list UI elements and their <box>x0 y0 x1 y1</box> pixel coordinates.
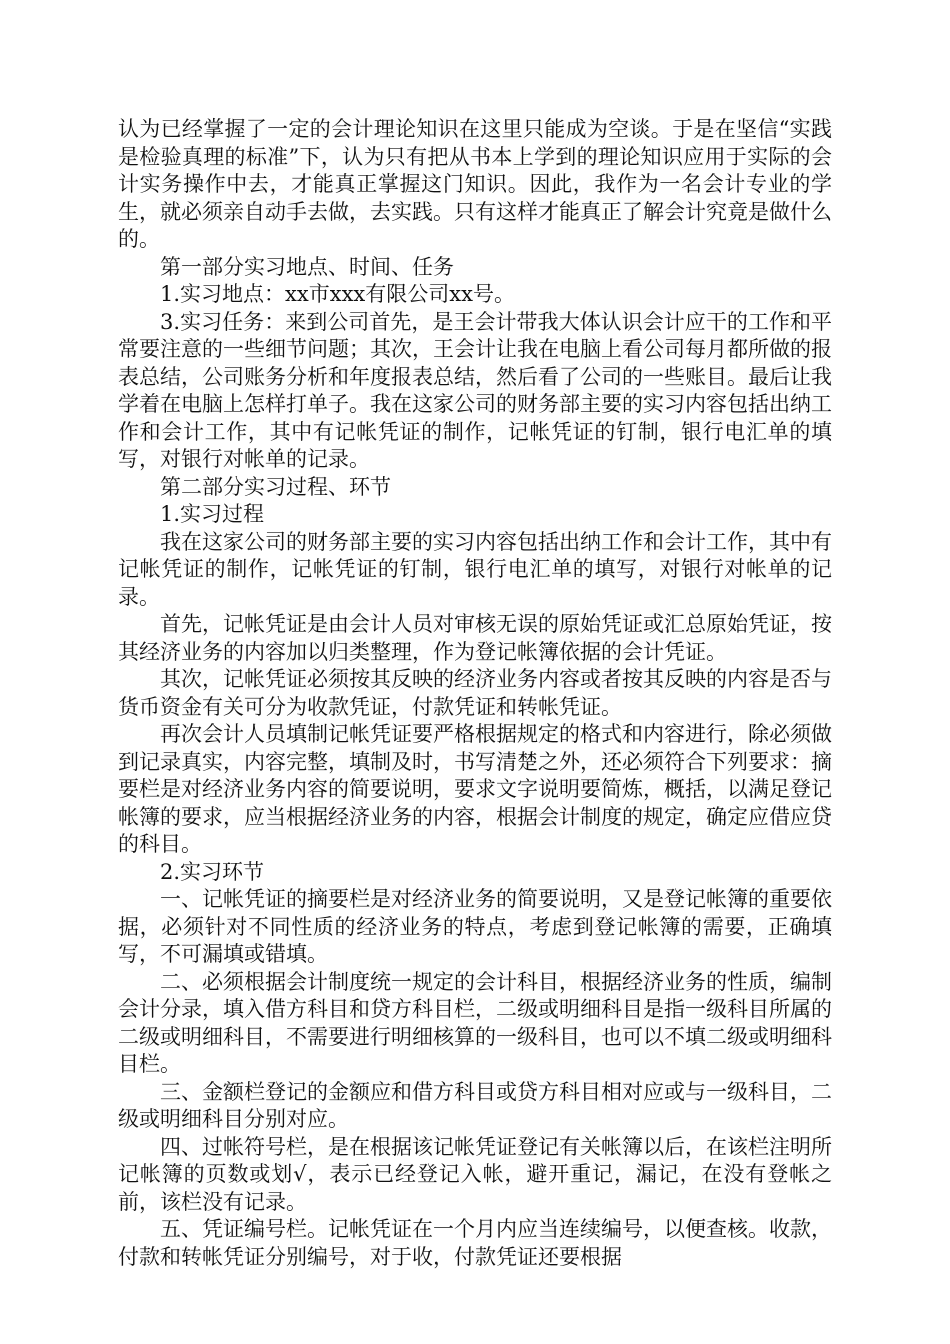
document-page <box>118 116 832 1271</box>
paragraph-third: 再次会计人员填制记帐凭证要严格根据规定的格式和内容进行，除必须做到记录真实，内容完整，填制及时，书写清楚之外，还必须符合下列要求：摘要栏是对经济业务内容的简要说明，要求文字说明要简炼，概括，以满足登记帐簿的要求，应当根据经济业务的内容，根据会计制度的规定，确定应借应贷的科目。 <box>118 722 832 856</box>
subheading-steps: 2.实习环节 <box>160 859 265 884</box>
paragraph-step-one: 一、记帐凭证的摘要栏是对经济业务的简要说明，又是登记帐簿的重要依据，必须针对不同性质的经济业务的特点，考虑到登记帐簿的需要，正确填写，不可漏填或错填。 <box>118 887 832 966</box>
section-heading-part-one: 第一部分实习地点、时间、任务 <box>160 254 454 279</box>
paragraph-location: 1.实习地点：xx市xxx有限公司xx号。 <box>160 282 515 306</box>
paragraph-process-overview: 我在这家公司的财务部主要的实习内容包括出纳工作和会计工作，其中有记帐凭证的制作，记帐凭证的钉制，银行电汇单的填写，对银行对帐单的记录。 <box>118 529 832 609</box>
paragraph-step-four: 四、过帐符号栏，是在根据该记帐凭证登记有关帐簿以后，在该栏注明所记帐簿的页数或划√，表示已经登记入帐，避开重记，漏记，在没有登帐之前，该栏没有记录。 <box>118 1134 832 1214</box>
paragraph-second: 其次，记帐凭证必须按其反映的经济业务内容或者按其反映的内容是否与货币资金有关可分为收款凭证，付款凭证和转帐凭证。 <box>118 667 832 719</box>
paragraph-step-three: 三、金额栏登记的金额应和借方科目或贷方科目相对应或与一级科目，二级或明细科目分别对应。 <box>118 1079 832 1131</box>
paragraph-intro: 认为已经掌握了一定的会计理论知识在这里只能成为空谈。于是在坚信“实践是检验真理的标准”下，认为只有把从书本上学到的理论知识应用于实际的会计实务操作中去，才能真正掌握这门知识。因此，我作为一名会计专业的学生，就必须亲自动手去做，去实践。只有这样才能真正了解会计究竟是做什么的。 <box>118 117 832 251</box>
paragraph-step-five: 五、凭证编号栏。记帐凭证在一个月内应当连续编号，以便查核。收款，付款和转帐凭证分别编号，对于收，付款凭证还要根据 <box>118 1217 832 1269</box>
paragraph-step-two: 二、必须根据会计制度统一规定的会计科目，根据经济业务的性质，编制会计分录，填入借方科目和贷方科目栏，二级或明细科目是指一级科目所属的二级或明细科目，不需要进行明细核算的一级科目，也可以不填二级或明细科目栏。 <box>118 969 832 1076</box>
section-heading-part-two: 第二部分实习过程、环节 <box>160 474 391 499</box>
paragraph-first: 首先，记帐凭证是由会计人员对审核无误的原始凭证或汇总原始凭证，按其经济业务的内容加以归类整理，作为登记帐簿依据的会计凭证。 <box>118 612 832 664</box>
paragraph-tasks: 3.实习任务：来到公司首先，是王会计带我大体认识会计应干的工作和平常要注意的一些细节问题；其次，王会计让我在电脑上看公司每月都所做的报表总结，公司账务分析和年度报表总结，然后看了公司的一些账目。最后让我学着在电脑上怎样打单子。我在这家公司的财务部主要的实习内容包括出纳工作和会计工作，其中有记帐凭证的制作，记帐凭证的钉制，银行电汇单的填写，对银行对帐单的记录。 <box>118 309 832 471</box>
subheading-process: 1.实习过程 <box>160 502 265 526</box>
